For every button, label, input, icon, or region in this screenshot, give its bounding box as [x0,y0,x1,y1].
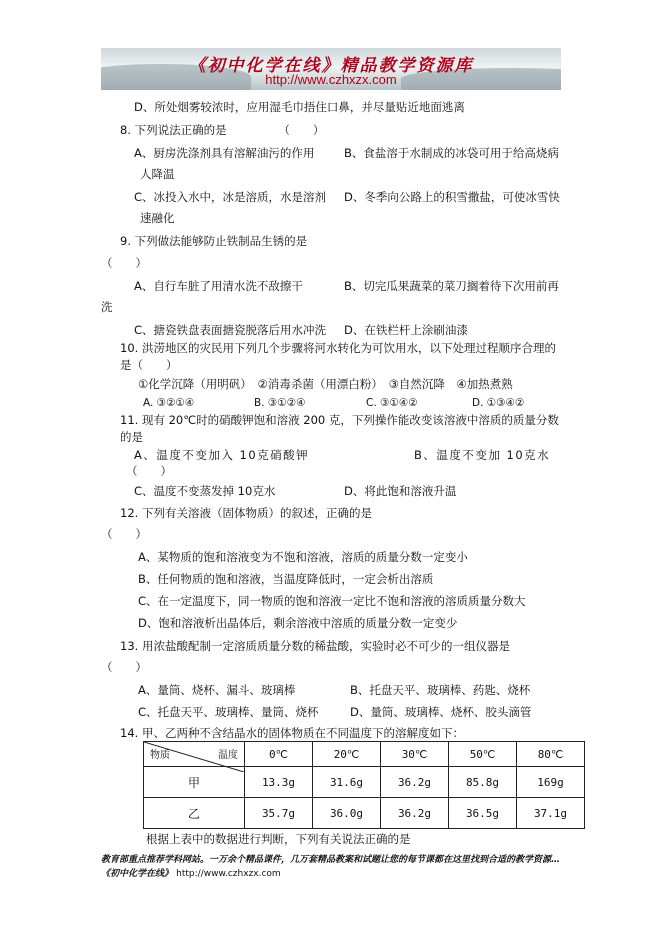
q13-stem: 13. 用浓盐酸配制一定溶质质量分数的稀盐酸，实验时必不可少的一组仪器是 [120,639,510,653]
q13-option-a: A、量筒、烧杯、漏斗、玻璃棒 [138,683,296,697]
q8-option-a: A、厨房洗涤剂具有溶解油污的作用 [134,146,315,160]
q7-option-d: D、所处烟雾较浓时，应用湿毛巾捂住口鼻，并尽量贴近地面逃离 [134,100,465,114]
temp-header: 50℃ [449,742,517,767]
temp-header: 20℃ [313,742,381,767]
footer-text: 教育部重点推荐学科网站。一万余个精品课件，几万套精品教案和试题让您的每节课都在这里找到合适的教学资源…《初中化学在线》 [101,855,561,879]
q13-option-c: C、托盘天平、玻璃棒、量筒、烧杯 [138,705,319,719]
q12-option-b: B、任何物质的饱和溶液，当温度降低时，一定会析出溶质 [138,572,434,586]
q10-option-b: B. ③①②④ [254,397,306,409]
table-cell: 169g [517,767,585,798]
q10-stem-cont: 是（ ） [120,358,178,372]
q11-stem-cont: 的是 [120,430,143,444]
table-cell: 36.2g [381,767,449,798]
table-cell: 36.2g [381,798,449,829]
q9-paren: （ ） [101,256,147,270]
q13-option-d: D、量筒、玻璃棒、烧杯、胶头滴管 [350,705,532,719]
q10-option-a: A. ③②①④ [143,397,195,409]
q11-option-b: B、温度不变加 10克水 [414,448,551,462]
q8-option-c: C、冰投入水中，冰是溶质，水是溶剂 [134,190,327,204]
q9-option-b-cont: 洗 [101,300,113,314]
q10-steps: ①化学沉降（用明矾） ②消毒杀菌（用漂白粉） ③自然沉降 ④加热煮熟 [138,377,513,391]
banner-url[interactable]: http://www.czhxzx.com [265,72,397,87]
q9-option-b: B、切完瓜果蔬菜的菜刀搁着待下次用前再 [344,279,559,293]
q13-paren: （ ） [101,660,147,674]
table-cell: 36.5g [449,798,517,829]
banner-title: 《初中化学在线》精品教学资源库 [188,56,474,76]
header-banner [101,48,561,90]
q12-option-d: D、饱和溶液析出晶体后，剩余溶液中溶质的质量分数一定变少 [138,616,458,630]
q10-option-d: D. ①③④② [472,397,525,409]
row-label: 甲 [144,767,245,798]
q8-option-d-cont: 速融化 [140,211,175,225]
q11-stem: 11. 现有 20℃时的硝酸钾饱和溶液 200 克，下列操作能改变该溶液中溶质的质量分数 [120,413,559,427]
table-header-row [144,742,585,767]
page-footer [101,853,571,881]
q14-stem: 14. 甲、乙两种不含结晶水的固体物质在不同温度下的溶解度如下： [120,726,464,740]
q9-option-a: A、自行车脏了用清水洗不敌擦干 [134,279,303,293]
q9-stem: 9. 下列做法能够防止铁制品生锈的是 [120,234,308,248]
temp-header: 30℃ [381,742,449,767]
temp-header: 0℃ [245,742,313,767]
corner-temp-label: 温度 [218,750,238,761]
q12-paren: （ ） [101,527,147,541]
table-cell: 35.7g [245,798,313,829]
row-label: 乙 [144,798,245,829]
table-cell: 31.6g [313,767,381,798]
q14-followup: 根据上表中的数据进行判断，下列有关说法正确的是 [146,832,411,846]
q9-option-d: D、在铁栏杆上涂刷油漆 [344,323,468,337]
corner-substance-label: 物质 [150,750,170,761]
q8-option-b-cont: 人降温 [140,167,175,181]
q10-option-c: C. ③①④② [366,397,418,409]
q8-option-d: D、冬季向公路上的积雪撒盐，可使冰雪快 [344,190,560,204]
q12-option-c: C、在一定温度下，同一物质的饱和溶液一定比不饱和溶液的溶质质量分数大 [138,594,526,608]
q11-paren: （ ） [126,464,172,478]
q10-stem: 10. 洪涝地区的灾民用下列几个步骤将河水转化为可饮用水，以下处理过程顺序合理的 [120,341,556,355]
footer-url[interactable]: http://www.czhxzx.com [176,869,281,879]
q12-option-a: A、某物质的饱和溶液变为不饱和溶液，溶质的质量分数一定变小 [138,550,468,564]
q11-option-d: D、将此饱和溶液升温 [344,484,457,498]
table-corner-cell [144,742,245,767]
solubility-table [143,741,585,829]
temp-header: 80℃ [517,742,585,767]
table-cell: 37.1g [517,798,585,829]
table-cell: 36.0g [313,798,381,829]
q9-option-c: C、搪瓷铁盘表面搪瓷脱落后用水冲洗 [134,323,327,337]
q8-stem: 8. 下列说法正确的是 （ ） [120,123,325,137]
table-cell: 85.8g [449,767,517,798]
q11-option-c: C、温度不变蒸发掉 10克水 [134,484,276,498]
table-cell: 13.3g [245,767,313,798]
q11-option-a: A、温度不变加入 10克硝酸钾 [134,448,310,462]
q12-stem: 12. 下列有关溶液（固体物质）的叙述，正确的是 [120,506,372,520]
q8-option-b: B、食盐溶于水制成的冰袋可用于给高烧病 [344,146,559,160]
q13-option-b: B、托盘天平、玻璃棒、药匙、烧杯 [350,683,531,697]
table-row [144,798,585,829]
